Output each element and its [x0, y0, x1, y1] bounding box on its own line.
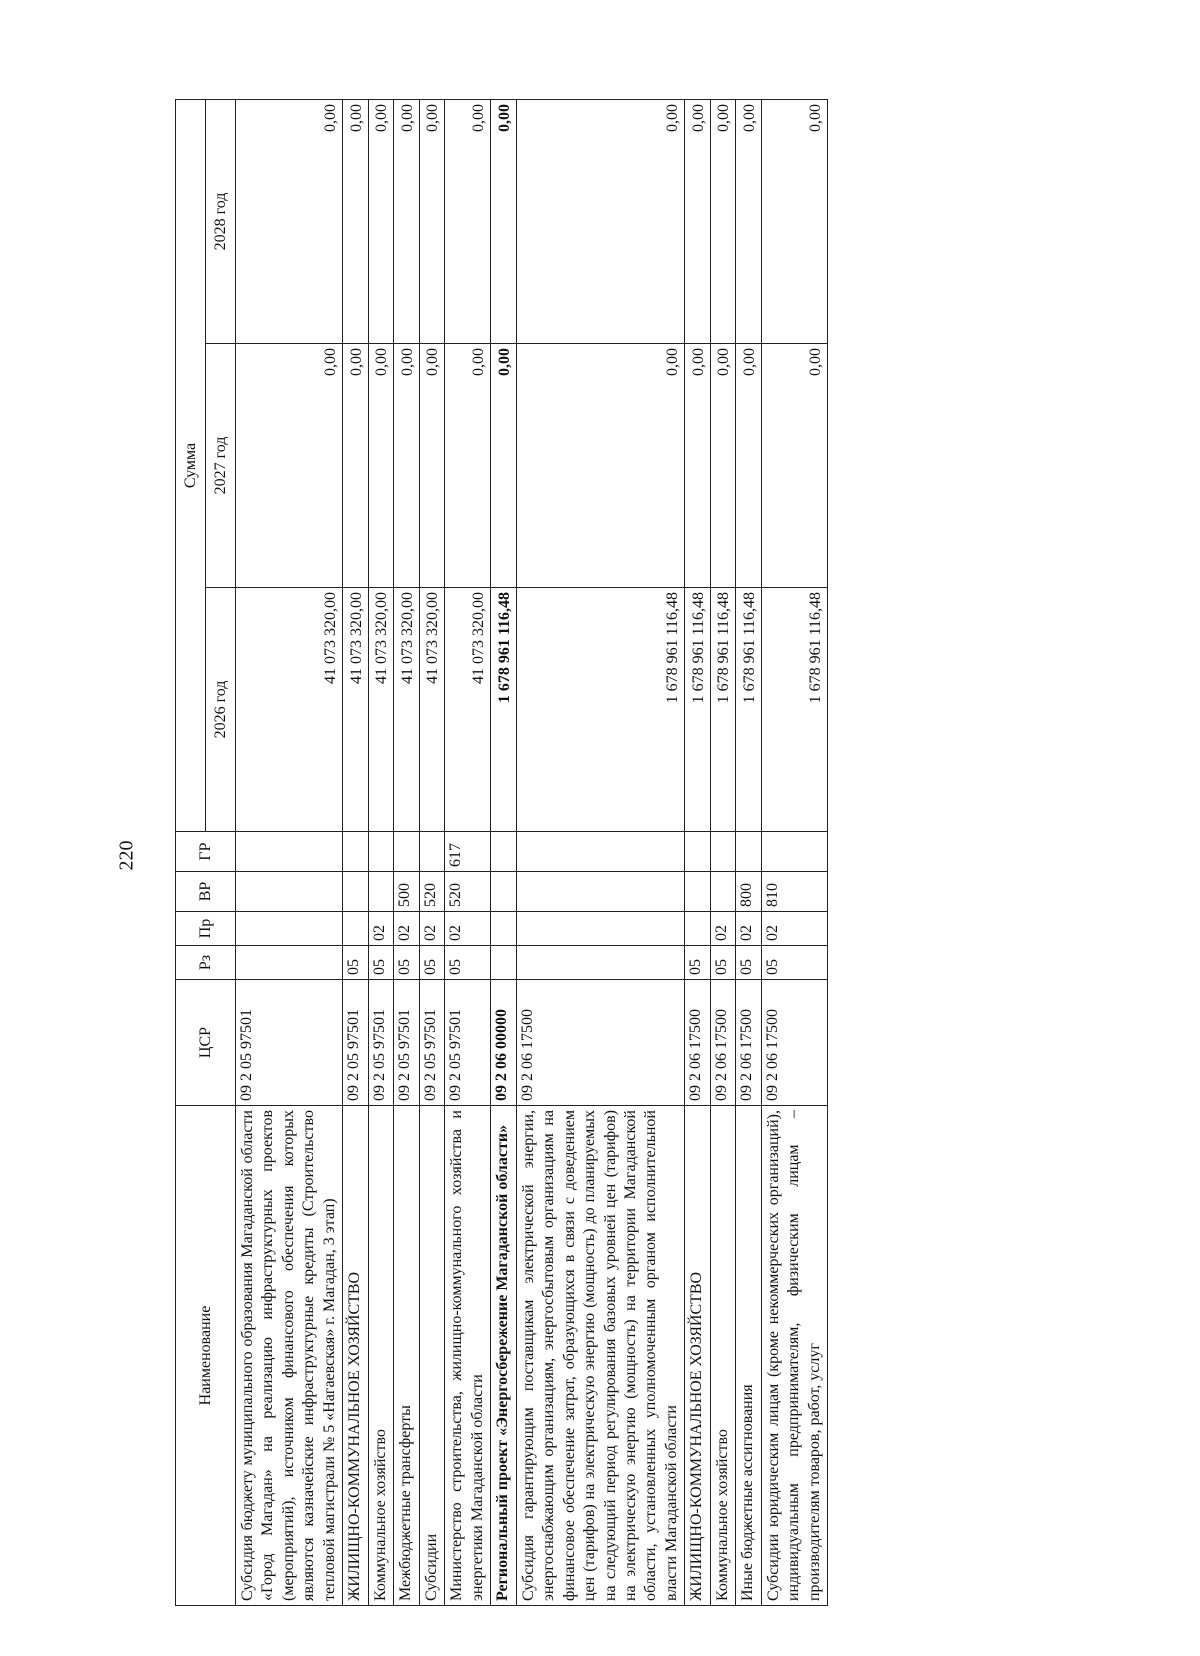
row-vr: 810: [761, 872, 827, 912]
row-pr: 02: [710, 912, 735, 946]
row-pr: 02: [736, 912, 761, 946]
row-gr: 617: [445, 832, 491, 872]
row-pr: [491, 912, 516, 946]
row-amount-2026: 1 678 961 116,48: [491, 588, 516, 832]
row-rz: 05: [445, 946, 491, 980]
header-pr: Пр: [176, 912, 236, 946]
row-pr: 02: [445, 912, 491, 946]
row-name: Субсидия гарантирующим поставщикам электрической энергии, энергоснабжающим организациям, энергосбытовым организациям на финансовое обеспечение затрат, образующихся в связи с доведением цен (тарифов) на электрическую энергию (мощность) до планируемых на следующий период регулирования базовых уровней цен (тарифов) на электрическую энергию (мощность) на территории Магаданской области, установленных уполномоченным органом исполнительной власти Магаданской области: [516, 1106, 685, 1606]
table-body: [236, 99, 828, 1605]
row-amount-2026: 1 678 961 116,48: [710, 588, 735, 832]
row-rz: [236, 946, 343, 980]
row-csr: 09 2 06 00000: [491, 980, 516, 1106]
row-csr: 09 2 05 97501: [236, 980, 343, 1106]
row-amount-2027: 0,00: [710, 344, 735, 588]
row-pr: [516, 912, 685, 946]
row-amount-2026: 1 678 961 116,48: [761, 588, 827, 832]
row-rz: 05: [761, 946, 827, 980]
row-csr: 09 2 05 97501: [445, 980, 491, 1106]
rotated-table-container: [175, 100, 1129, 1606]
row-vr: [491, 872, 516, 912]
row-amount-2028: 0,00: [419, 99, 444, 343]
row-amount-2028: 0,00: [445, 99, 491, 343]
row-amount-2027: 0,00: [343, 344, 368, 588]
row-csr: 09 2 06 17500: [516, 980, 685, 1106]
table-row: [685, 99, 710, 1605]
row-amount-2026: 1 678 961 116,48: [736, 588, 761, 832]
table-row: [491, 99, 516, 1605]
row-pr: 02: [368, 912, 393, 946]
row-name: Коммунальное хозяйство: [368, 1106, 393, 1606]
row-amount-2028: 0,00: [761, 99, 827, 343]
row-amount-2026: 41 073 320,00: [394, 588, 419, 832]
row-amount-2028: 0,00: [394, 99, 419, 343]
header-gr: ГР: [176, 832, 236, 872]
row-amount-2028: 0,00: [491, 99, 516, 343]
row-name: Коммунальное хозяйство: [710, 1106, 735, 1606]
row-amount-2026: 1 678 961 116,48: [516, 588, 685, 832]
row-amount-2028: 0,00: [685, 99, 710, 343]
row-vr: [516, 872, 685, 912]
header-name: Наименование: [176, 1106, 236, 1606]
budget-table: [175, 99, 828, 1606]
row-amount-2028: 0,00: [343, 99, 368, 343]
row-gr: [761, 832, 827, 872]
table-row: [761, 99, 827, 1605]
row-amount-2028: 0,00: [368, 99, 393, 343]
row-rz: 05: [394, 946, 419, 980]
row-csr: 09 2 06 17500: [761, 980, 827, 1106]
row-gr: [491, 832, 516, 872]
row-gr: [736, 832, 761, 872]
row-name: Министерство строительства, жилищно-коммунального хозяйства и энергетики Магаданской области: [445, 1106, 491, 1606]
row-name: Субсидии: [419, 1106, 444, 1606]
row-vr: 520: [445, 872, 491, 912]
row-rz: 05: [343, 946, 368, 980]
row-rz: 05: [710, 946, 735, 980]
row-vr: 500: [394, 872, 419, 912]
header-2026: 2026 год: [206, 588, 236, 832]
row-amount-2026: 41 073 320,00: [236, 588, 343, 832]
row-rz: [516, 946, 685, 980]
header-2027: 2027 год: [206, 344, 236, 588]
row-name: Субсидия бюджету муниципального образования Магаданской области «Город Магадан» на реализацию инфраструктурных проектов (мероприятий), источником финансового обеспечения которых являются казначейские инфраструктурные кредиты (Строительство тепловой магистрали № 5 «Нагаевская» г. Магадан, 3 этап): [236, 1106, 343, 1606]
row-pr: [685, 912, 710, 946]
row-csr: 09 2 05 97501: [419, 980, 444, 1106]
row-rz: 05: [419, 946, 444, 980]
row-amount-2026: 1 678 961 116,48: [685, 588, 710, 832]
row-name: ЖИЛИЩНО-КОММУНАЛЬНОЕ ХОЗЯЙСТВО: [685, 1106, 710, 1606]
row-vr: [236, 872, 343, 912]
header-vr: ВР: [176, 872, 236, 912]
row-pr: 02: [761, 912, 827, 946]
row-pr: 02: [394, 912, 419, 946]
row-csr: 09 2 05 97501: [394, 980, 419, 1106]
row-rz: 05: [685, 946, 710, 980]
row-pr: [236, 912, 343, 946]
row-name: Региональный проект «Энергосбережение Магаданской области»: [491, 1106, 516, 1606]
row-amount-2026: 41 073 320,00: [368, 588, 393, 832]
row-vr: [685, 872, 710, 912]
row-amount-2027: 0,00: [236, 344, 343, 588]
row-amount-2026: 41 073 320,00: [343, 588, 368, 832]
table-row: [710, 99, 735, 1605]
row-pr: [343, 912, 368, 946]
row-amount-2027: 0,00: [736, 344, 761, 588]
row-gr: [516, 832, 685, 872]
header-csr: ЦСР: [176, 980, 236, 1106]
table-row: [445, 99, 491, 1605]
row-amount-2026: 41 073 320,00: [445, 588, 491, 832]
row-csr: 09 2 05 97501: [343, 980, 368, 1106]
row-amount-2027: 0,00: [394, 344, 419, 588]
table-row: [736, 99, 761, 1605]
table-row: [419, 99, 444, 1605]
table-row: [394, 99, 419, 1605]
row-gr: [685, 832, 710, 872]
row-csr: 09 2 06 17500: [685, 980, 710, 1106]
row-name: Субсидии юридическим лицам (кроме некоммерческих организаций), индивидуальным предпринимателям, физическим лицам – производителям товаров, работ, услуг: [761, 1106, 827, 1606]
row-gr: [710, 832, 735, 872]
page-number: 220: [115, 840, 138, 871]
row-amount-2027: 0,00: [419, 344, 444, 588]
row-vr: 800: [736, 872, 761, 912]
row-gr: [236, 832, 343, 872]
row-amount-2027: 0,00: [368, 344, 393, 588]
table-row: [516, 99, 685, 1605]
row-amount-2027: 0,00: [685, 344, 710, 588]
header-2028: 2028 год: [206, 99, 236, 343]
row-vr: [343, 872, 368, 912]
row-rz: 05: [368, 946, 393, 980]
row-gr: [343, 832, 368, 872]
table-row: [368, 99, 393, 1605]
row-vr: [368, 872, 393, 912]
row-csr: 09 2 06 17500: [710, 980, 735, 1106]
table-row: [236, 99, 343, 1605]
row-amount-2026: 41 073 320,00: [419, 588, 444, 832]
row-rz: 05: [736, 946, 761, 980]
row-vr: [710, 872, 735, 912]
row-amount-2027: 0,00: [445, 344, 491, 588]
row-amount-2027: 0,00: [491, 344, 516, 588]
row-amount-2028: 0,00: [736, 99, 761, 343]
row-amount-2028: 0,00: [516, 99, 685, 343]
header-sum: Сумма: [176, 99, 206, 831]
row-gr: [419, 832, 444, 872]
table-row: [343, 99, 368, 1605]
row-amount-2027: 0,00: [761, 344, 827, 588]
row-rz: [491, 946, 516, 980]
row-csr: 09 2 06 17500: [736, 980, 761, 1106]
row-name: ЖИЛИЩНО-КОММУНАЛЬНОЕ ХОЗЯЙСТВО: [343, 1106, 368, 1606]
row-csr: 09 2 05 97501: [368, 980, 393, 1106]
row-gr: [394, 832, 419, 872]
row-amount-2028: 0,00: [710, 99, 735, 343]
row-name: Межбюджетные трансферты: [394, 1106, 419, 1606]
row-amount-2028: 0,00: [236, 99, 343, 343]
row-vr: 520: [419, 872, 444, 912]
row-pr: 02: [419, 912, 444, 946]
row-amount-2027: 0,00: [516, 344, 685, 588]
header-rz: Рз: [176, 946, 236, 980]
row-name: Иные бюджетные ассигнования: [736, 1106, 761, 1606]
row-gr: [368, 832, 393, 872]
